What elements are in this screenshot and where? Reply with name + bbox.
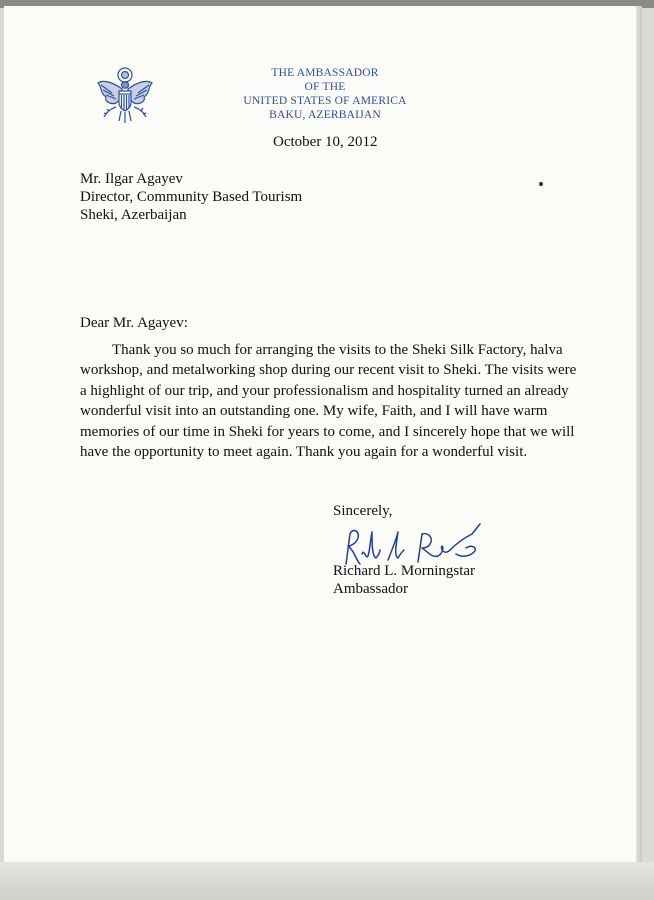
letterhead bbox=[235, 66, 415, 122]
recipient-title: Director, Community Based Tourism bbox=[80, 189, 303, 205]
letter-date: October 10, 2012 bbox=[273, 134, 378, 150]
page-edge-shadow bbox=[636, 6, 642, 862]
body-line: a highlight of our trip, and your professionalism and hospitality turned an already bbox=[80, 382, 569, 399]
body-line: Thank you so much for arranging the visits to the Sheki Silk Factory, halva bbox=[112, 342, 563, 358]
recipient-address bbox=[80, 170, 302, 224]
recipient-name: Mr. Ilgar Agayev bbox=[80, 171, 183, 187]
letterhead-line: BAKU, AZERBAIJAN bbox=[269, 109, 381, 121]
letterhead-line: THE AMBASSADOR bbox=[271, 67, 379, 79]
recipient-location: Sheki, Azerbaijan bbox=[80, 207, 187, 223]
body-line: memories of our time in Sheki for years to come, and I sincerely hope that we will bbox=[80, 423, 575, 440]
signer-block bbox=[333, 562, 475, 598]
great-seal-eagle-icon bbox=[92, 63, 158, 129]
scan-border-bottom bbox=[0, 862, 654, 900]
closing: Sincerely, bbox=[333, 503, 393, 519]
signer-name: Richard L. Morningstar bbox=[333, 563, 476, 579]
salutation: Dear Mr. Agayev: bbox=[80, 315, 188, 331]
body-line: workshop, and metalworking shop during our recent visit to Sheki. The visits were bbox=[80, 362, 577, 379]
letterhead-line: UNITED STATES OF AMERICA bbox=[243, 95, 407, 107]
letter-body bbox=[80, 340, 577, 462]
body-line: have the opportunity to meet again. Thank you again for a wonderful visit. bbox=[80, 444, 528, 461]
signer-title: Ambassador bbox=[333, 581, 408, 597]
scan-speck bbox=[539, 182, 543, 186]
letterhead-line: OF THE bbox=[304, 81, 346, 93]
body-line: wonderful visit into an outstanding one. My wife, Faith, and I will have warm bbox=[80, 403, 548, 420]
